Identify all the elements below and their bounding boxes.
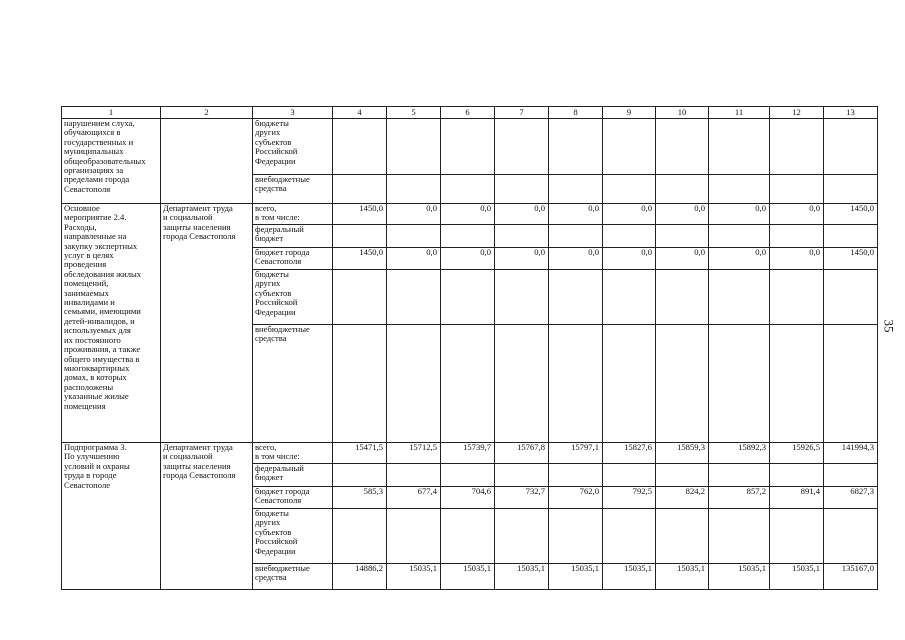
value-cell <box>603 119 656 175</box>
value-cell <box>824 175 878 204</box>
funding-source-cell: бюджеты других субъектов Российской Федерации <box>253 270 333 325</box>
column-number-cell: 5 <box>387 107 441 119</box>
value-cell: 0,0 <box>441 204 495 225</box>
value-cell <box>709 325 770 443</box>
column-number-row <box>62 107 878 119</box>
value-cell <box>387 270 441 325</box>
value-cell: 15827,6 <box>603 443 656 464</box>
value-cell: 15035,1 <box>656 564 709 590</box>
value-cell: 15739,7 <box>441 443 495 464</box>
value-cell <box>387 175 441 204</box>
funding-source-cell: федеральный бюджет <box>253 225 333 248</box>
value-cell: 15859,3 <box>656 443 709 464</box>
value-cell <box>603 325 656 443</box>
value-cell: 135167,0 <box>824 564 878 590</box>
value-cell <box>549 175 603 204</box>
value-cell <box>549 464 603 487</box>
column-number-cell: 10 <box>656 107 709 119</box>
funding-source-cell: бюджеты других субъектов Российской Федерации <box>253 509 333 564</box>
value-cell: 1450,0 <box>824 248 878 270</box>
value-cell <box>656 119 709 175</box>
value-cell: 141994,3 <box>824 443 878 464</box>
value-cell <box>387 225 441 248</box>
value-cell: 15035,1 <box>441 564 495 590</box>
value-cell: 0,0 <box>441 248 495 270</box>
value-cell <box>824 509 878 564</box>
value-cell <box>333 509 387 564</box>
value-cell: 891,4 <box>770 487 824 509</box>
value-cell: 0,0 <box>387 248 441 270</box>
value-cell <box>770 509 824 564</box>
value-cell <box>824 119 878 175</box>
column-number-cell: 4 <box>333 107 387 119</box>
value-cell: 0,0 <box>549 248 603 270</box>
funding-source-cell: бюджет города Севастополя <box>253 487 333 509</box>
value-cell <box>495 270 549 325</box>
value-cell <box>709 119 770 175</box>
value-cell <box>441 270 495 325</box>
value-cell: 6827,3 <box>824 487 878 509</box>
value-cell: 1450,0 <box>333 204 387 225</box>
value-cell: 15712,5 <box>387 443 441 464</box>
budget-table <box>61 106 878 590</box>
column-number-cell: 9 <box>603 107 656 119</box>
funding-source-cell: всего, в том числе: <box>253 204 333 225</box>
value-cell <box>656 325 709 443</box>
value-cell <box>656 175 709 204</box>
value-cell: 0,0 <box>770 248 824 270</box>
value-cell <box>333 325 387 443</box>
value-cell: 0,0 <box>656 248 709 270</box>
value-cell: 15035,1 <box>603 564 656 590</box>
value-cell <box>333 270 387 325</box>
value-cell <box>656 270 709 325</box>
executor-cell: Департамент труда и социальной защиты населения города Севастополя <box>161 204 253 443</box>
value-cell: 704,6 <box>441 487 495 509</box>
value-cell: 857,2 <box>709 487 770 509</box>
program-name-cell: Основное мероприятие 2.4. Расходы, направленные на закупку экспертных услуг в целях проведения обследования жилых помещений, занимаемых инвалидами и семьями, имеющими детей-инвалидов, и используемых для их постоянного проживания, а также общего имущества в многоквартирных домах, в которых расположены указанные жилые помещения <box>62 204 161 443</box>
value-cell <box>333 175 387 204</box>
value-cell: 15035,1 <box>387 564 441 590</box>
column-number-cell: 12 <box>770 107 824 119</box>
value-cell <box>495 175 549 204</box>
value-cell: 14886,2 <box>333 564 387 590</box>
value-cell <box>495 325 549 443</box>
value-cell <box>770 270 824 325</box>
value-cell <box>603 270 656 325</box>
value-cell <box>495 119 549 175</box>
value-cell: 0,0 <box>709 248 770 270</box>
value-cell: 15035,1 <box>709 564 770 590</box>
executor-cell <box>161 119 253 204</box>
value-cell <box>709 464 770 487</box>
funding-source-cell: внебюджетные средства <box>253 564 333 590</box>
column-number-cell: 13 <box>824 107 878 119</box>
value-cell: 0,0 <box>656 204 709 225</box>
table-row <box>62 204 878 225</box>
value-cell <box>495 225 549 248</box>
value-cell <box>709 175 770 204</box>
column-number-cell: 1 <box>62 107 161 119</box>
value-cell: 585,3 <box>333 487 387 509</box>
funding-source-cell: внебюджетные средства <box>253 325 333 443</box>
value-cell: 0,0 <box>495 248 549 270</box>
value-cell: 732,7 <box>495 487 549 509</box>
value-cell <box>824 270 878 325</box>
value-cell <box>441 225 495 248</box>
value-cell: 15035,1 <box>770 564 824 590</box>
funding-source-cell: федеральный бюджет <box>253 464 333 487</box>
value-cell <box>441 509 495 564</box>
value-cell <box>441 325 495 443</box>
funding-source-cell: всего, в том числе: <box>253 443 333 464</box>
value-cell <box>333 225 387 248</box>
value-cell: 824,2 <box>656 487 709 509</box>
value-cell <box>495 464 549 487</box>
program-name-cell: нарушением слуха, обучающихся в государственных и муниципальных общеобразовательных организациях за пределами города Севастополя <box>62 119 161 204</box>
value-cell: 15471,5 <box>333 443 387 464</box>
value-cell <box>770 175 824 204</box>
value-cell <box>603 175 656 204</box>
value-cell <box>441 119 495 175</box>
column-number-cell: 6 <box>441 107 495 119</box>
page-number: 35 <box>881 319 897 333</box>
value-cell: 1450,0 <box>333 248 387 270</box>
value-cell <box>387 325 441 443</box>
value-cell <box>333 119 387 175</box>
value-cell: 0,0 <box>549 204 603 225</box>
column-number-cell: 2 <box>161 107 253 119</box>
value-cell <box>495 509 549 564</box>
value-cell <box>549 270 603 325</box>
value-cell <box>656 464 709 487</box>
value-cell <box>387 509 441 564</box>
value-cell <box>770 119 824 175</box>
value-cell <box>709 270 770 325</box>
value-cell <box>709 509 770 564</box>
value-cell: 0,0 <box>387 204 441 225</box>
value-cell: 0,0 <box>495 204 549 225</box>
executor-cell: Департамент труда и социальной защиты населения города Севастополя <box>161 443 253 590</box>
table-row <box>62 443 878 464</box>
column-number-cell: 11 <box>709 107 770 119</box>
value-cell: 677,4 <box>387 487 441 509</box>
value-cell <box>824 325 878 443</box>
value-cell <box>656 509 709 564</box>
value-cell <box>770 464 824 487</box>
value-cell <box>603 464 656 487</box>
value-cell: 792,5 <box>603 487 656 509</box>
value-cell <box>549 325 603 443</box>
value-cell: 1450,0 <box>824 204 878 225</box>
program-name-cell: Подпрограмма 3. По улучшению условий и охраны труда в городе Севастополе <box>62 443 161 590</box>
value-cell <box>770 225 824 248</box>
value-cell: 0,0 <box>603 248 656 270</box>
value-cell: 0,0 <box>709 204 770 225</box>
funding-source-cell: внебюджетные средства <box>253 175 333 204</box>
value-cell <box>656 225 709 248</box>
value-cell <box>441 175 495 204</box>
value-cell <box>824 464 878 487</box>
value-cell <box>441 464 495 487</box>
value-cell <box>387 464 441 487</box>
column-number-cell: 3 <box>253 107 333 119</box>
value-cell <box>549 225 603 248</box>
value-cell <box>824 225 878 248</box>
column-number-cell: 8 <box>549 107 603 119</box>
value-cell: 15035,1 <box>495 564 549 590</box>
value-cell <box>549 509 603 564</box>
value-cell <box>770 325 824 443</box>
funding-source-cell: бюджет города Севастополя <box>253 248 333 270</box>
value-cell <box>333 464 387 487</box>
funding-source-cell: бюджеты других субъектов Российской Федерации <box>253 119 333 175</box>
value-cell: 762,0 <box>549 487 603 509</box>
value-cell <box>387 119 441 175</box>
value-cell: 15926,5 <box>770 443 824 464</box>
table-row <box>62 119 878 175</box>
value-cell: 0,0 <box>770 204 824 225</box>
value-cell <box>603 225 656 248</box>
value-cell: 15035,1 <box>549 564 603 590</box>
value-cell: 0,0 <box>603 204 656 225</box>
value-cell <box>603 509 656 564</box>
value-cell <box>709 225 770 248</box>
value-cell: 15797,1 <box>549 443 603 464</box>
value-cell <box>549 119 603 175</box>
value-cell: 15767,8 <box>495 443 549 464</box>
value-cell: 15892,3 <box>709 443 770 464</box>
column-number-cell: 7 <box>495 107 549 119</box>
